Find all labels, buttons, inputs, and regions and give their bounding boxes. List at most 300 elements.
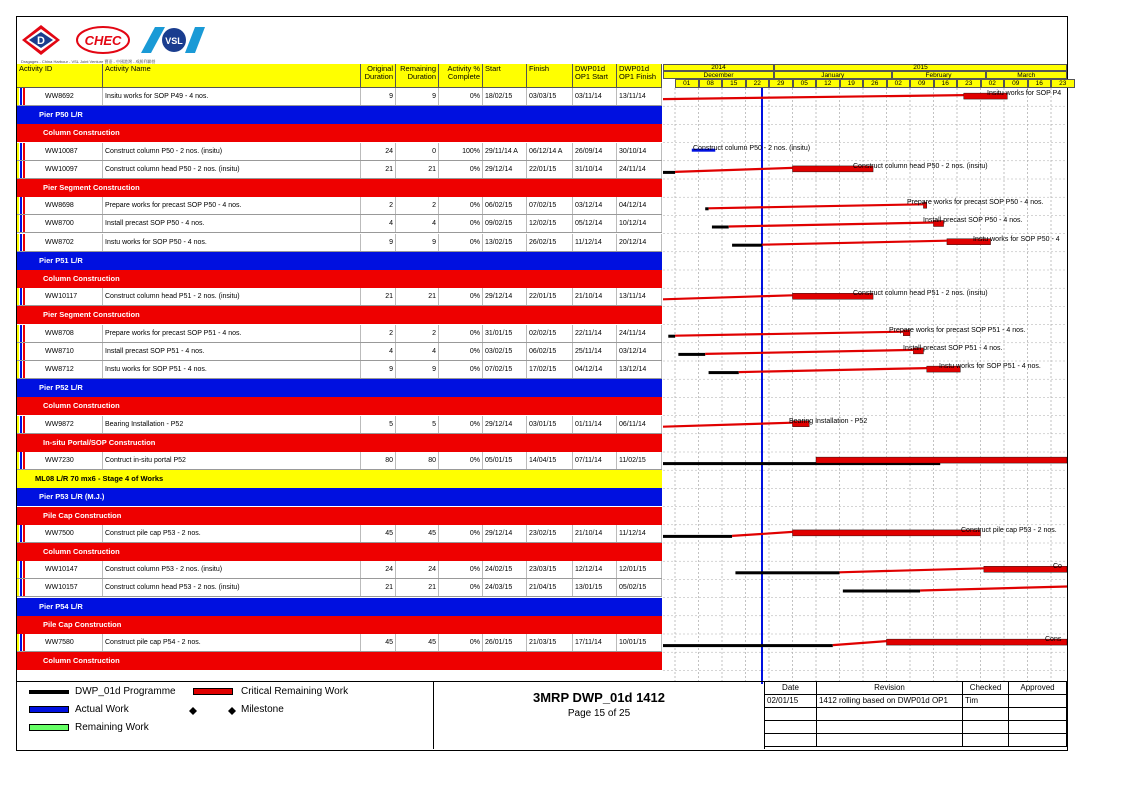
chec-logo-text: CHEC xyxy=(84,33,122,48)
cell-pct: 0% xyxy=(439,634,483,651)
cell-dstart: 26/09/14 xyxy=(573,143,617,160)
cell-dfinish: 03/12/14 xyxy=(617,343,662,360)
cell-id: WW7230 xyxy=(27,452,103,469)
col-header-start[interactable]: Start xyxy=(483,64,527,88)
vsl-logo-text: VSL xyxy=(165,36,183,46)
wbs-level-indicator xyxy=(17,143,27,160)
cell-id: WW10157 xyxy=(27,579,103,596)
variance-link xyxy=(663,423,793,427)
activity-row[interactable] xyxy=(17,525,662,543)
cell-pct: 0% xyxy=(439,234,483,251)
cell-finish: 06/12/14 A xyxy=(527,143,573,160)
cell-id: WW7580 xyxy=(27,634,103,651)
timescale-week: 02 xyxy=(887,79,911,88)
variance-link xyxy=(705,350,913,354)
cell-pct: 0% xyxy=(439,361,483,378)
cell-orig: 9 xyxy=(361,361,396,378)
cell-rem: 5 xyxy=(396,416,439,433)
wbs-level-indicator xyxy=(17,197,27,214)
wbs-band[interactable] xyxy=(17,470,662,488)
timescale-month: March xyxy=(986,71,1068,79)
cell-orig: 45 xyxy=(361,634,396,651)
cell-orig: 21 xyxy=(361,288,396,305)
cell-rem: 9 xyxy=(396,361,439,378)
cell-rem: 9 xyxy=(396,88,439,105)
cell-orig: 2 xyxy=(361,325,396,342)
cell-dfinish: 04/12/14 xyxy=(617,197,662,214)
timescale-week: 23 xyxy=(1051,79,1075,88)
schedule-sheet xyxy=(16,16,1068,751)
cell-start: 18/02/15 xyxy=(483,88,527,105)
programme-bar xyxy=(712,226,729,229)
wbs-band[interactable] xyxy=(17,397,662,415)
chec-logo-icon xyxy=(75,25,131,55)
cell-dstart: 13/01/15 xyxy=(573,579,617,596)
timescale-week: 19 xyxy=(840,79,864,88)
cell-start: 29/12/14 xyxy=(483,288,527,305)
cell-dfinish: 13/11/14 xyxy=(617,88,662,105)
cell-id: WW10117 xyxy=(27,288,103,305)
variance-link xyxy=(920,587,1067,591)
timescale-year: 2015 xyxy=(774,64,1067,71)
cell-finish: 17/02/15 xyxy=(527,361,573,378)
cell-dstart: 01/11/14 xyxy=(573,416,617,433)
cell-dstart: 11/12/14 xyxy=(573,234,617,251)
cell-id: WW8712 xyxy=(27,361,103,378)
timescale-week: 09 xyxy=(1004,79,1028,88)
cell-rem: 2 xyxy=(396,197,439,214)
wbs-band[interactable] xyxy=(17,379,662,397)
cell-finish: 03/03/15 xyxy=(527,88,573,105)
dragages-logo-icon xyxy=(21,24,61,56)
cell-name: Prepare works for precast SOP P50 - 4 nos. xyxy=(103,197,361,214)
revision-cell xyxy=(1009,695,1067,708)
variance-link xyxy=(840,568,984,572)
cell-rem: 80 xyxy=(396,452,439,469)
cell-finish: 22/01/15 xyxy=(527,161,573,178)
cell-name: Construct column P53 - 2 nos. (insitu) xyxy=(103,561,361,578)
cell-id: WW8700 xyxy=(27,215,103,232)
revision-empty-cell xyxy=(817,708,963,721)
revision-empty-cell xyxy=(765,708,817,721)
activity-row[interactable] xyxy=(17,361,662,379)
gantt-bar-label: Insitu works for SOP P4 xyxy=(987,90,1062,97)
cell-orig: 80 xyxy=(361,452,396,469)
cell-dstart: 03/11/14 xyxy=(573,88,617,105)
col-header-percent-complete[interactable]: Activity % Complete xyxy=(439,64,483,88)
cell-start: 13/02/15 xyxy=(483,234,527,251)
cell-orig: 21 xyxy=(361,161,396,178)
legend-remaining-label: Remaining Work xyxy=(75,722,149,733)
cell-orig: 24 xyxy=(361,143,396,160)
cell-finish: 22/01/15 xyxy=(527,288,573,305)
variance-link xyxy=(663,95,964,99)
wbs-band-label: Pier P50 L/R xyxy=(39,110,83,120)
cell-dstart: 03/12/14 xyxy=(573,197,617,214)
activity-row[interactable] xyxy=(17,579,662,597)
gantt-bar-label: Co xyxy=(1053,563,1062,571)
timescale-week: 29 xyxy=(769,79,793,88)
wbs-band-label: ML08 L/R 70 mx6 - Stage 4 of Works xyxy=(35,474,164,484)
cell-pct: 0% xyxy=(439,288,483,305)
programme-bar xyxy=(663,535,732,538)
cell-orig: 2 xyxy=(361,197,396,214)
cell-dfinish: 30/10/14 xyxy=(617,143,662,160)
cell-dstart: 12/12/14 xyxy=(573,561,617,578)
wbs-band-label: Pier Segment Construction xyxy=(43,183,140,192)
gantt-bar-label: Bearing Installation - P52 xyxy=(789,417,868,425)
page-number: Page 15 of 25 xyxy=(567,708,631,719)
wbs-band-label: Pile Cap Construction xyxy=(43,619,122,629)
timescale-week: 01 xyxy=(675,79,699,88)
wbs-band[interactable] xyxy=(17,270,662,288)
title-block xyxy=(434,681,765,749)
timescale-week: 02 xyxy=(981,79,1005,88)
revision-empty-cell xyxy=(1009,708,1067,721)
gantt-bar-label: Instu works for SOP P50 - 4 xyxy=(973,235,1060,243)
cell-orig: 9 xyxy=(361,234,396,251)
gantt-bar-label: Install precast SOP P51 - 4 nos. xyxy=(903,344,1003,352)
cell-start: 06/02/15 xyxy=(483,197,527,214)
wbs-level-indicator xyxy=(17,361,27,378)
cell-id: WW8698 xyxy=(27,197,103,214)
cell-name: Instu works for SOP P51 - 4 nos. xyxy=(103,361,361,378)
programme-bar xyxy=(705,207,708,210)
timescale-month: February xyxy=(892,71,986,79)
cell-rem: 21 xyxy=(396,288,439,305)
col-header-remaining-duration[interactable]: Remaining Duration xyxy=(396,64,439,88)
cell-pct: 0% xyxy=(439,161,483,178)
cell-finish: 07/02/15 xyxy=(527,197,573,214)
cell-pct: 0% xyxy=(439,215,483,232)
cell-pct: 100% xyxy=(439,143,483,160)
cell-orig: 24 xyxy=(361,561,396,578)
wbs-band-label: In-situ Portal/SOP Construction xyxy=(43,437,156,447)
wbs-band[interactable] xyxy=(17,652,662,670)
wbs-level-indicator xyxy=(17,161,27,178)
programme-bar xyxy=(843,590,920,593)
activity-row[interactable] xyxy=(17,197,662,215)
cell-rem: 4 xyxy=(396,215,439,232)
cell-pct: 0% xyxy=(439,88,483,105)
col-header-finish[interactable]: Finish xyxy=(527,64,573,88)
cell-dfinish: 11/12/14 xyxy=(617,525,662,542)
activity-row[interactable] xyxy=(17,343,662,361)
cell-rem: 4 xyxy=(396,343,439,360)
wbs-band[interactable] xyxy=(17,179,662,197)
wbs-level-indicator xyxy=(17,325,27,342)
cell-dfinish: 13/12/14 xyxy=(617,361,662,378)
wbs-level-indicator xyxy=(17,634,27,651)
cell-dstart: 04/12/14 xyxy=(573,361,617,378)
cell-pct: 0% xyxy=(439,416,483,433)
critical-bar xyxy=(793,530,981,536)
cell-start: 03/02/15 xyxy=(483,343,527,360)
programme-bar xyxy=(678,353,705,356)
wbs-level-indicator xyxy=(17,88,27,105)
cell-id: WW9872 xyxy=(27,416,103,433)
programme-bar xyxy=(663,171,675,174)
legend-critical-label: Critical Remaining Work xyxy=(241,686,349,697)
wbs-band-label: Pier P53 L/R (M.J.) xyxy=(39,492,105,502)
cell-name: Construct column P50 - 2 nos. (insitu) xyxy=(103,143,361,160)
cell-start: 24/03/15 xyxy=(483,579,527,596)
timescale-month: January xyxy=(774,71,892,79)
wbs-level-indicator xyxy=(17,416,27,433)
cell-orig: 4 xyxy=(361,215,396,232)
cell-orig: 45 xyxy=(361,525,396,542)
cell-rem: 24 xyxy=(396,561,439,578)
cell-name: Install precast SOP P50 - 4 nos. xyxy=(103,215,361,232)
cell-name: Construct column head P53 - 2 nos. (insitu) xyxy=(103,579,361,596)
cell-finish: 12/02/15 xyxy=(527,215,573,232)
wbs-band[interactable] xyxy=(17,598,662,616)
cell-name: Insitu works for SOP P49 - 4 nos. xyxy=(103,88,361,105)
revision-header: Revision xyxy=(817,682,963,695)
cell-rem: 9 xyxy=(396,234,439,251)
gantt-chart xyxy=(663,64,1067,684)
gantt-bar-label: Construct pile cap P53 - 2 nos. xyxy=(961,526,1057,534)
programme-bar xyxy=(732,244,762,247)
programme-bar xyxy=(709,371,739,374)
timescale-week: 22 xyxy=(746,79,770,88)
wbs-band[interactable] xyxy=(17,252,662,270)
revision-cell: Tim xyxy=(963,695,1009,708)
wbs-level-indicator xyxy=(17,215,27,232)
activity-row[interactable] xyxy=(17,288,662,306)
cell-id: WW10147 xyxy=(27,561,103,578)
cell-rem: 21 xyxy=(396,161,439,178)
revision-empty-cell xyxy=(765,721,817,734)
variance-link xyxy=(675,168,793,172)
wbs-band-label: Column Construction xyxy=(43,401,120,411)
cell-finish: 06/02/15 xyxy=(527,343,573,360)
revision-empty-cell xyxy=(817,734,963,747)
activity-row[interactable] xyxy=(17,143,662,161)
logo-strip xyxy=(19,21,239,65)
cell-id: WW10087 xyxy=(27,143,103,160)
cell-dfinish: 20/12/14 xyxy=(617,234,662,251)
cell-pct: 0% xyxy=(439,561,483,578)
timescale-month: December xyxy=(663,71,774,79)
revision-header: Approved xyxy=(1009,682,1067,695)
timescale-week: 15 xyxy=(722,79,746,88)
schedule-title: 3MRP DWP_01d 1412 xyxy=(533,690,665,705)
cell-dfinish: 12/01/15 xyxy=(617,561,662,578)
revision-header: Date xyxy=(765,682,817,695)
revision-empty-cell xyxy=(963,721,1009,734)
cell-id: WW8710 xyxy=(27,343,103,360)
cell-dfinish: 13/11/14 xyxy=(617,288,662,305)
cell-id: WW8702 xyxy=(27,234,103,251)
critical-bar xyxy=(887,639,1068,645)
wbs-band-label: Column Construction xyxy=(43,656,120,666)
revision-cell: 1412 rolling based on DWP01d OP1 xyxy=(817,695,963,708)
cell-rem: 21 xyxy=(396,579,439,596)
cell-dfinish: 11/02/15 xyxy=(617,452,662,469)
cell-id: WW8708 xyxy=(27,325,103,342)
legend xyxy=(17,681,434,749)
cell-start: 29/12/14 xyxy=(483,525,527,542)
activity-row[interactable] xyxy=(17,452,662,470)
cell-dfinish: 05/02/15 xyxy=(617,579,662,596)
cell-dfinish: 10/12/14 xyxy=(617,215,662,232)
activity-row[interactable] xyxy=(17,215,662,233)
cell-finish: 03/01/15 xyxy=(527,416,573,433)
col-header-original-duration[interactable]: Original Duration xyxy=(361,64,396,88)
programme-bar xyxy=(735,571,839,574)
cell-dstart: 21/10/14 xyxy=(573,525,617,542)
cell-start: 29/11/14 A xyxy=(483,143,527,160)
activity-row[interactable] xyxy=(17,325,662,343)
activity-row[interactable] xyxy=(17,416,662,434)
cell-pct: 0% xyxy=(439,579,483,596)
cell-start: 05/01/15 xyxy=(483,452,527,469)
cell-start: 29/12/14 xyxy=(483,161,527,178)
gantt-bar-label: Cons xyxy=(1045,636,1062,643)
cell-pct: 0% xyxy=(439,197,483,214)
vsl-logo-icon xyxy=(141,25,205,55)
revision-header: Checked xyxy=(963,682,1009,695)
timescale-week: 05 xyxy=(793,79,817,88)
cell-start: 26/01/15 xyxy=(483,634,527,651)
cell-finish: 23/03/15 xyxy=(527,561,573,578)
cell-dstart: 07/11/14 xyxy=(573,452,617,469)
cell-name: Construct pile cap P54 - 2 nos. xyxy=(103,634,361,651)
gantt-bar-label: Construct column head P51 - 2 nos. (insitu) xyxy=(853,290,988,298)
gantt-bars xyxy=(663,64,1067,684)
col-header-dwp-start[interactable]: DWP01d OP1 Start xyxy=(573,64,617,88)
gantt-bar-label: Construct column P50 - 2 nos. (insitu) xyxy=(693,144,811,152)
wbs-band-label: Column Construction xyxy=(43,547,120,556)
cell-name: Contruct in-situ portal P52 xyxy=(103,452,361,469)
milestone-diamond-icon xyxy=(189,706,249,716)
gantt-bar-label: Install precast SOP P50 - 4 nos. xyxy=(923,217,1023,225)
activity-row[interactable] xyxy=(17,634,662,652)
wbs-band-label: Pier P54 L/R xyxy=(39,601,83,611)
wbs-band-label: Pier P52 L/R xyxy=(39,383,83,393)
wbs-level-indicator xyxy=(17,343,27,360)
timescale-week: 16 xyxy=(934,79,958,88)
cell-dfinish: 24/11/14 xyxy=(617,161,662,178)
col-header-activity-id[interactable]: Activity ID xyxy=(17,64,103,88)
gantt-bar-label: Prepare works for precast SOP P50 - 4 nos. xyxy=(907,199,1044,207)
wbs-band[interactable] xyxy=(17,106,662,124)
wbs-band[interactable] xyxy=(17,543,662,561)
cell-pct: 0% xyxy=(439,343,483,360)
cell-dfinish: 10/01/15 xyxy=(617,634,662,651)
cell-dfinish: 24/11/14 xyxy=(617,325,662,342)
timescale-week: 16 xyxy=(1028,79,1052,88)
legend-actual-swatch xyxy=(29,706,69,713)
legend-remaining-swatch xyxy=(29,724,69,731)
gantt-bar-label: Prepare works for precast SOP P51 - 4 nos. xyxy=(889,326,1026,334)
wbs-band[interactable] xyxy=(17,616,662,634)
cell-finish: 14/04/15 xyxy=(527,452,573,469)
legend-critical-swatch xyxy=(193,688,233,695)
wbs-band[interactable] xyxy=(17,306,662,324)
wbs-level-indicator xyxy=(17,561,27,578)
variance-link xyxy=(739,368,927,372)
cell-id: WW7500 xyxy=(27,525,103,542)
revision-empty-cell xyxy=(765,734,817,747)
cell-dstart: 21/10/14 xyxy=(573,288,617,305)
programme-bar xyxy=(663,644,833,647)
wbs-band[interactable] xyxy=(17,124,662,142)
cell-orig: 21 xyxy=(361,579,396,596)
cell-orig: 9 xyxy=(361,88,396,105)
wbs-band-label: Pile Cap Construction xyxy=(43,510,122,520)
logo-caption: Dragages - China Harbour - VSL Joint Venture 寶嘉 - 中國港灣 - 威勝利聯營 xyxy=(21,59,156,64)
revision-empty-cell xyxy=(1009,734,1067,747)
legend-actual-label: Actual Work xyxy=(75,704,129,715)
activity-row[interactable] xyxy=(17,561,662,579)
cell-finish: 26/02/15 xyxy=(527,234,573,251)
wbs-band[interactable] xyxy=(17,488,662,506)
cell-dstart: 22/11/14 xyxy=(573,325,617,342)
gantt-bar-label: Construct column head P50 - 2 nos. (insitu) xyxy=(853,162,988,170)
cell-name: Install precast SOP P51 - 4 nos. xyxy=(103,343,361,360)
cell-name: Construct column head P51 - 2 nos. (insitu) xyxy=(103,288,361,305)
variance-link xyxy=(675,332,903,336)
timescale-week: 12 xyxy=(816,79,840,88)
activity-row[interactable] xyxy=(17,161,662,179)
wbs-band-label: Column Construction xyxy=(43,128,120,138)
col-header-dwp-finish[interactable]: DWP01d OP1 Finish xyxy=(617,64,662,88)
cell-pct: 0% xyxy=(439,325,483,342)
revision-empty-cell xyxy=(963,734,1009,747)
activity-row[interactable] xyxy=(17,88,662,106)
critical-bar xyxy=(816,457,1067,463)
wbs-band[interactable] xyxy=(17,507,662,525)
wbs-band[interactable] xyxy=(17,434,662,452)
cell-start: 31/01/15 xyxy=(483,325,527,342)
cell-dstart: 25/11/14 xyxy=(573,343,617,360)
cell-name: Bearing Installation - P52 xyxy=(103,416,361,433)
wbs-band-label: Column Construction xyxy=(43,274,120,283)
wbs-band-label: Pier Segment Construction xyxy=(43,310,140,320)
timescale-week: 09 xyxy=(910,79,934,88)
cell-finish: 21/03/15 xyxy=(527,634,573,651)
revision-empty-cell xyxy=(1009,721,1067,734)
timescale-week: 26 xyxy=(863,79,887,88)
programme-bar xyxy=(668,335,675,338)
cell-finish: 21/04/15 xyxy=(527,579,573,596)
cell-pct: 0% xyxy=(439,525,483,542)
col-header-activity-name[interactable]: Activity Name xyxy=(103,64,361,88)
cell-name: Instu works for SOP P50 - 4 nos. xyxy=(103,234,361,251)
variance-link xyxy=(833,641,887,645)
variance-link xyxy=(663,295,793,299)
revision-cell: 02/01/15 xyxy=(765,695,817,708)
cell-start: 29/12/14 xyxy=(483,416,527,433)
cell-id: WW8692 xyxy=(27,88,103,105)
cell-dstart: 17/11/14 xyxy=(573,634,617,651)
revision-empty-cell xyxy=(963,708,1009,721)
variance-link xyxy=(729,223,934,227)
cell-dstart: 31/10/14 xyxy=(573,161,617,178)
cell-name: Construct column head P50 - 2 nos. (insitu) xyxy=(103,161,361,178)
cell-orig: 4 xyxy=(361,343,396,360)
revision-table xyxy=(765,681,1067,749)
legend-programme-label: DWP_01d Programme xyxy=(75,686,176,697)
cell-rem: 2 xyxy=(396,325,439,342)
cell-id: WW10097 xyxy=(27,161,103,178)
dragages-logo-letter: D xyxy=(37,35,45,47)
cell-dfinish: 06/11/14 xyxy=(617,416,662,433)
activity-row[interactable] xyxy=(17,234,662,252)
wbs-level-indicator xyxy=(17,525,27,542)
